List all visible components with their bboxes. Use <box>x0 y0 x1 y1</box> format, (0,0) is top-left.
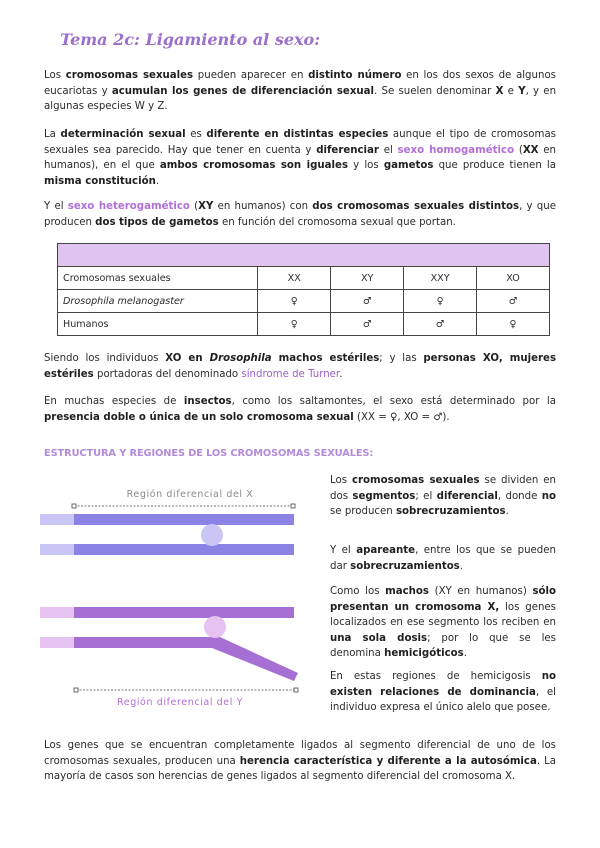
table-cell: ♀ <box>258 290 331 313</box>
bracket-end <box>294 688 298 692</box>
table-cell: ♀ <box>404 290 477 313</box>
section-heading: ESTRUCTURA Y REGIONES DE LOS CROMOSOMAS SEXUALES: <box>44 448 374 459</box>
y-chromatid-arm <box>212 637 298 681</box>
paragraph-dominance: En estas regiones de hemicigosis no existen relaciones de dominancia, el individuo expresa el único alelo que posee. <box>330 671 557 713</box>
y-chromatid-pairing <box>40 637 74 648</box>
table-row <box>58 313 550 336</box>
table-header-band <box>58 244 550 267</box>
table-cell: XO <box>477 267 550 290</box>
table-cell: XY <box>331 267 404 290</box>
paragraph-insects: En muchas especies de insectos, como los saltamontes, el sexo está determinado por la presencia doble o única de un solo cromosoma sexual (XX = ♀, XO = ♂). <box>44 396 556 423</box>
paragraph-sex-linked-inheritance: Los genes que se encuentran completamente ligados al segmento diferencial de uno de los cromosomas sexuales, producen una herencia característica y diferente a la autosómica. La mayoría de casos son herencias de genes ligados al segmento diferencial del cromosoma X. <box>44 740 556 782</box>
paragraph-xo-sterility: Siendo los individuos XO en Drosophila machos estériles; y las personas XO, mujeres estériles portadoras del denominado síndrome de Turner. <box>44 353 557 380</box>
table-row <box>58 290 550 313</box>
x-chromatid-upper <box>74 514 294 525</box>
chromosome-diagram <box>40 480 310 720</box>
paragraph-segments: Los cromosomas sexuales se dividen en dos segmentos; el diferencial, donde no se producen sobrecruzamientos. <box>330 475 557 517</box>
table-cell: ♂ <box>404 313 477 336</box>
label-region-y: Región diferencial del Y <box>116 697 244 708</box>
table-cell: Humanos <box>58 313 258 336</box>
table-row <box>58 267 550 290</box>
x-chromatid-pairing <box>40 544 74 555</box>
y-chromatid-lower <box>74 637 214 648</box>
table-cell: ♀ <box>477 313 550 336</box>
bracket-end <box>72 504 76 508</box>
table-cell: ♂ <box>331 290 404 313</box>
bracket-end <box>74 688 78 692</box>
table-cell: ♂ <box>477 290 550 313</box>
table-cell: Drosophila melanogaster <box>58 290 258 313</box>
y-centromere <box>204 616 226 638</box>
label-region-x: Región diferencial del X <box>126 489 254 500</box>
x-centromere <box>201 524 223 546</box>
paragraph-heterogametic: Y el sexo heterogamético (XY en humanos) con dos cromosomas sexuales distintos, y que producen dos tipos de gametos en función del cromosoma sexual que portan. <box>44 201 556 228</box>
table-cell: Cromosomas sexuales <box>58 267 258 290</box>
paragraph-sex-chromosomes: Los cromosomas sexuales pueden aparecer en distinto número en los dos sexos de algunos eucariotas y acumulan los genes de diferenciación sexual. Se suelen denominar X e Y, y en algunas especies W y Z. <box>44 70 557 112</box>
table-cell: ♀ <box>258 313 331 336</box>
paragraph-pairing-segment: Y el apareante, entre los que se pueden dar sobrecruzamientos. <box>330 545 556 572</box>
x-chromatid-lower <box>74 544 294 555</box>
table-cell: XX <box>258 267 331 290</box>
y-chromatid-upper <box>74 607 294 618</box>
table-cell: ♂ <box>331 313 404 336</box>
page-title: Tema 2c: Ligamiento al sexo: <box>60 30 321 49</box>
paragraph-hemizygous: Como los machos (XY en humanos) sólo presentan un cromosoma X, los genes localizados en ese segmento los reciben en una sola dosis; por lo que se les denomina hemicigóticos. <box>330 586 556 659</box>
table-cell: XXY <box>404 267 477 290</box>
paragraph-sex-determination: La determinación sexual es diferente en distintas especies aunque el tipo de cromosomas sexuales sea parecido. Hay que tener en cuenta y diferenciar el sexo homogamético (XX en humanos), en el que ambos cromosomas son iguales y los gametos que produce tienen la misma constitución. <box>44 129 556 187</box>
y-chromatid-pairing <box>40 607 74 618</box>
bracket-end <box>291 504 295 508</box>
x-chromatid-pairing <box>40 514 74 525</box>
sex-determination-table <box>57 243 550 336</box>
